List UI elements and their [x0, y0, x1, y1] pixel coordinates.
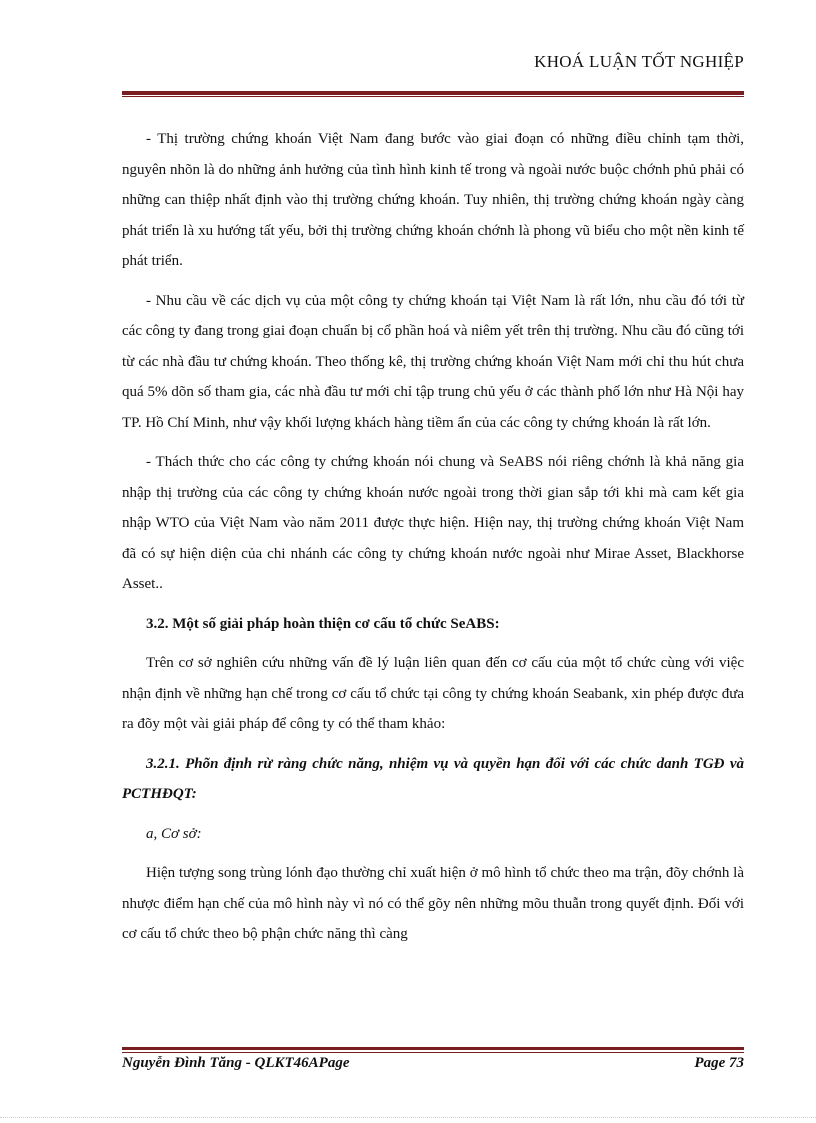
header-rule: [122, 91, 744, 95]
paragraph: - Thách thức cho các công ty chứng khoán nói chung và SeABS nói riêng chớnh là khả năng gia nhập thị trường của các công ty chứng khoán nước ngoài trong thời gian sắp tới khi mà cam kết gia nhập WTO của Việt Nam vào năm 2011 được thực hiện. Hiện nay, thị trường chứng khoán Việt Nam đã có sự hiện diện của chi nhánh các công ty chứng khoán nước ngoài như Mirae Asset, Blackhorse Asset..: [122, 454, 744, 592]
footer-page-number: Page 73: [694, 1055, 744, 1071]
page-body: [122, 124, 744, 959]
subsection-heading: 3.2.1. Phõn định rừ ràng chức năng, nhiệm vụ và quyền hạn đối với các chức danh TGĐ và PCTHĐQT:: [122, 755, 744, 802]
paragraph: - Nhu cầu về các dịch vụ của một công ty chứng khoán tại Việt Nam là rất lớn, nhu cầu đó tới từ các công ty đang trong giai đoạn chuẩn bị cổ phần hoá và niêm yết trên thị trường. Nhu cầu đó cũng tới từ các nhà đầu tư chứng khoán. Theo thống kê, thị trường chứng khoán Việt Nam mới chỉ thu hút chưa quá 5% dõn số tham gia, các nhà đầu tư mới chỉ tập trung chủ yếu ở các thành phố lớn như Hà Nội hay TP. Hồ Chí Minh, như vậy khối lượng khách hàng tiềm ẩn của các công ty chứng khoán là rất lớn.: [122, 292, 744, 431]
intro-paragraph: Trên cơ sở nghiên cứu những vấn đề lý luận liên quan đến cơ cấu của một tổ chức cùng với việc nhận định về những hạn chế trong cơ cấu tổ chức tại công ty chứng khoán Seabank, xin phép được đưa ra đõy một vài giải pháp để công ty có thể tham khảo:: [122, 655, 744, 732]
section-heading: 3.2. Một số giải pháp hoàn thiện cơ cấu tổ chức SeABS:: [146, 615, 500, 632]
page-header: KHOÁ LUẬN TỐT NGHIỆP: [534, 52, 744, 71]
footer-author: Nguyễn Đình Tăng - QLKT46APage: [122, 1055, 350, 1071]
page-edge-divider: [0, 1117, 816, 1118]
footer-rule: [122, 1047, 744, 1050]
item-label: a, Cơ sở:: [146, 825, 202, 842]
paragraph: - Thị trường chứng khoán Việt Nam đang bước vào giai đoạn có những điều chỉnh tạm thời, nguyên nhõn là do những ảnh hưởng của tình hình kinh tế trong và ngoài nước buộc chớnh phủ phải có những can thiệp nhất định vào thị trường chứng khoán. Tuy nhiên, thị trường chứng khoán ngày càng phát triển là xu hướng tất yếu, bởi thị trường chứng khoán chớnh là phong vũ biểu cho một nền kinh tế phát triển.: [122, 131, 744, 269]
paragraph: Hiện tượng song trùng lónh đạo thường chỉ xuất hiện ở mô hình tổ chức theo ma trận, đõy chớnh là nhược điểm hạn chế của mô hình này vì nó có thể gõy nên những mõu thuẫn trong quyết định. Đối với cơ cấu tổ chức theo bộ phận chức năng thì càng: [122, 865, 744, 942]
page-footer: [122, 1055, 744, 1072]
